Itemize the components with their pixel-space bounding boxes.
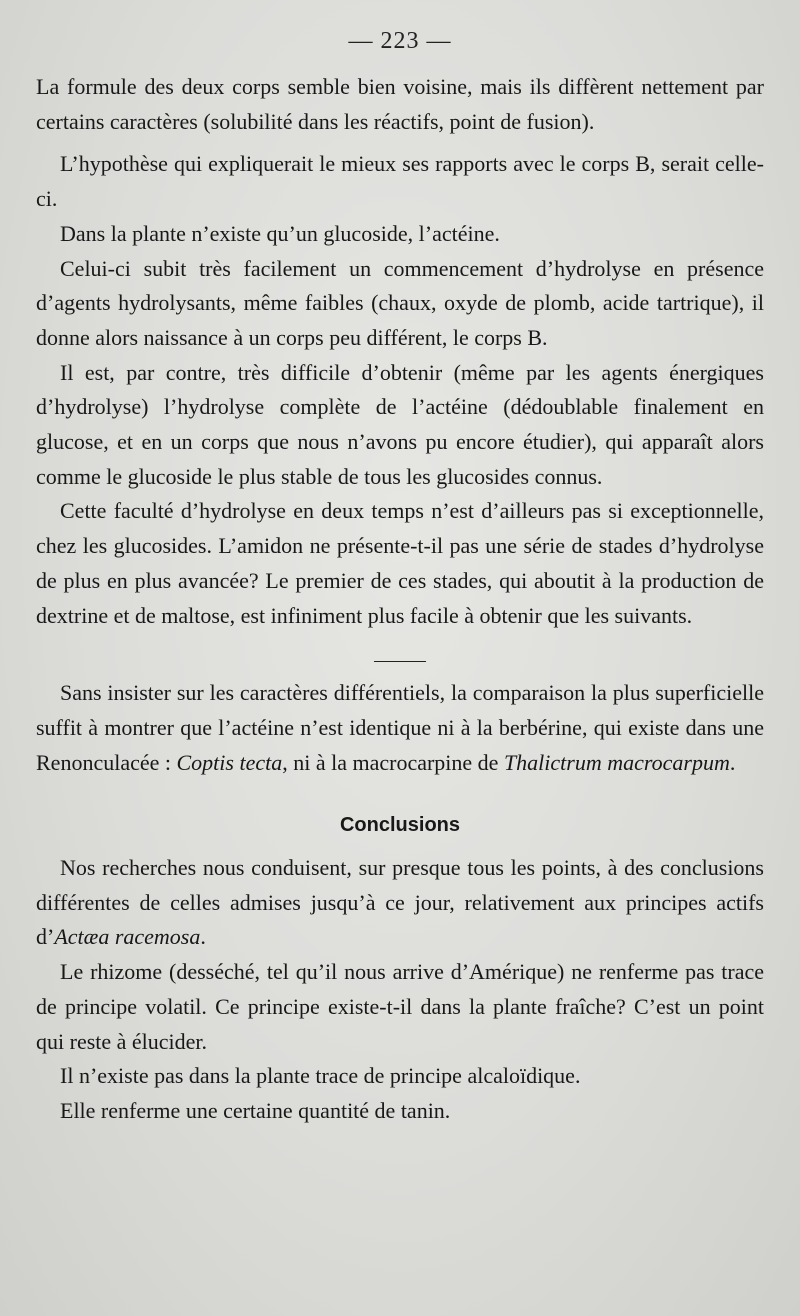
paragraph: Dans la plante n’existe qu’un glucoside, l’actéine. xyxy=(60,220,500,246)
paragraph: La formule des deux corps semble bien voisine, mais ils diffèrent nettement par certains caractères (solubilité dans les réactifs, point de fusion). xyxy=(36,74,764,134)
paragraph-text: , ni à la macrocarpine de xyxy=(282,749,504,775)
species-name: Thalictrum macrocarpum xyxy=(503,749,730,775)
paragraph-text: Sans insister sur les caractères différentiels, la comparaison la plus superficielle suffit à montrer que l’actéine n’est identique ni à la berbérine, qui existe dans une Renonculacée : xyxy=(36,680,764,775)
page-number: — 223 — xyxy=(348,28,452,54)
body-text xyxy=(36,70,764,1129)
section-divider xyxy=(374,661,426,662)
species-name: Actæa racemosa xyxy=(54,924,201,950)
paragraph: Elle renferme une certaine quantité de tanin. xyxy=(60,1097,451,1123)
paragraph xyxy=(36,851,764,955)
section-heading: Conclusions xyxy=(339,814,460,837)
paragraph-text: Nos recherches nous conduisent, sur presque tous les points, à des conclusions différentes de celles admises jusqu’à ce jour, relativement aux principes actifs d’ xyxy=(36,855,764,950)
paragraph: Celui-ci subit très facilement un commencement d’hydrolyse en présence d’agents hydrolysants, même faibles (chaux, oxyde de plomb, acide tartrique), il donne alors naissance à un corps peu différent, le corps B. xyxy=(36,255,764,350)
species-name: Coptis tecta xyxy=(176,749,283,775)
paragraph-text: . xyxy=(200,924,206,950)
paragraph-text: . xyxy=(729,749,736,775)
paragraph: Cette faculté d’hydrolyse en deux temps n’est d’ailleurs pas si exceptionnelle, chez les glucosides. L’amidon ne présente-t-il pas une série de stades d’hydrolyse de plus en plus avancée? Le premier de ces stades, qui aboutit à la production de dextrine et de maltose, est infiniment plus facile à obtenir que les suivants. xyxy=(36,498,764,628)
paragraph: Il n’existe pas dans la plante trace de principe alcaloïdique. xyxy=(60,1063,581,1089)
paragraph xyxy=(36,676,764,780)
paragraph: Le rhizome (desséché, tel qu’il nous arrive d’Amérique) ne renferme pas trace de principe volatil. Ce principe existe-t-il dans la plante fraîche? C’est un point qui reste à élucider. xyxy=(36,959,764,1054)
paragraph: L’hypothèse qui expliquerait le mieux ses rapports avec le corps B, serait celle-ci. xyxy=(36,151,764,212)
paragraph: Il est, par contre, très difficile d’obtenir (même par les agents énergiques d’hydrolyse) l’hydrolyse complète de l’actéine (dédoublable finalement en glucose, et en un corps que nous n’avons pu encore étudier), qui apparaît alors comme le glucoside le plus stable de tous les glucosides connus. xyxy=(36,359,764,489)
